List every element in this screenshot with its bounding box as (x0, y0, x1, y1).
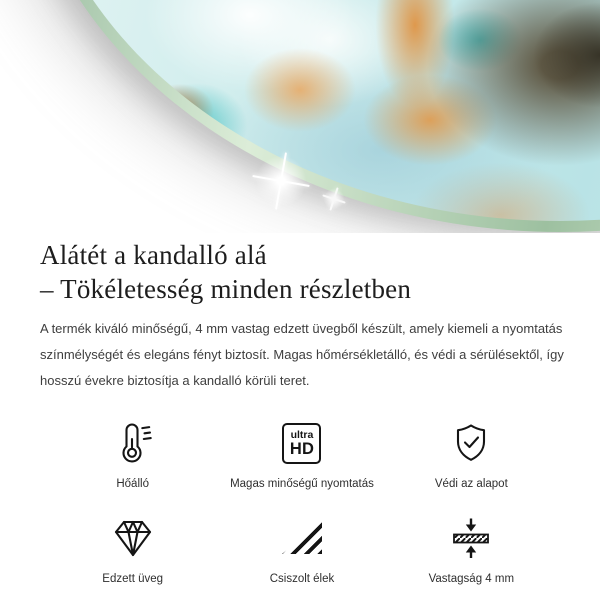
ultra-hd-icon (282, 419, 321, 467)
feature-item-thickness (387, 514, 556, 585)
feature-label: Vastagság 4 mm (428, 573, 515, 585)
thickness-icon (449, 514, 493, 562)
page-title-line-1: Alátét a kandalló alá (40, 240, 267, 270)
ultra-hd-badge-top: ultra (290, 428, 314, 441)
sparkle-glint-icon (247, 147, 314, 214)
feature-item-protects-base (387, 419, 556, 490)
page-title-line-2: – Tökéletesség minden részletben (40, 274, 412, 304)
product-info-section (0, 233, 600, 585)
feature-label: Magas minőségű nyomtatás (230, 478, 374, 490)
feature-label: Csiszolt élek (269, 573, 335, 585)
shield-check-icon (449, 419, 493, 467)
product-description: A termék kiváló minőségű, 4 mm vastag edzett üvegből készült, amely kiemeli a nyomtatás színmélységét és elegáns fényt biztosít. Magas hőmérsékletálló, és védi a sérülésektől, így hosszú évekre biztosítja a kandalló körüli teret. (40, 321, 564, 388)
features-grid (40, 419, 564, 585)
product-hero (0, 0, 600, 233)
feature-item-print-quality (217, 419, 386, 490)
ultra-hd-badge-bottom: HD (289, 439, 315, 458)
feature-item-polished-edges (217, 514, 386, 585)
feature-label: Edzett üveg (102, 573, 164, 585)
diamond-icon (109, 514, 157, 562)
feature-label: Hőálló (116, 478, 149, 490)
feature-item-heat-resistant (48, 419, 217, 490)
feature-item-tempered-glass (48, 514, 217, 585)
page-title (40, 238, 564, 306)
feature-label: Védi az alapot (434, 478, 508, 490)
thermometer-icon (110, 419, 156, 467)
polished-edges-icon (282, 514, 322, 562)
